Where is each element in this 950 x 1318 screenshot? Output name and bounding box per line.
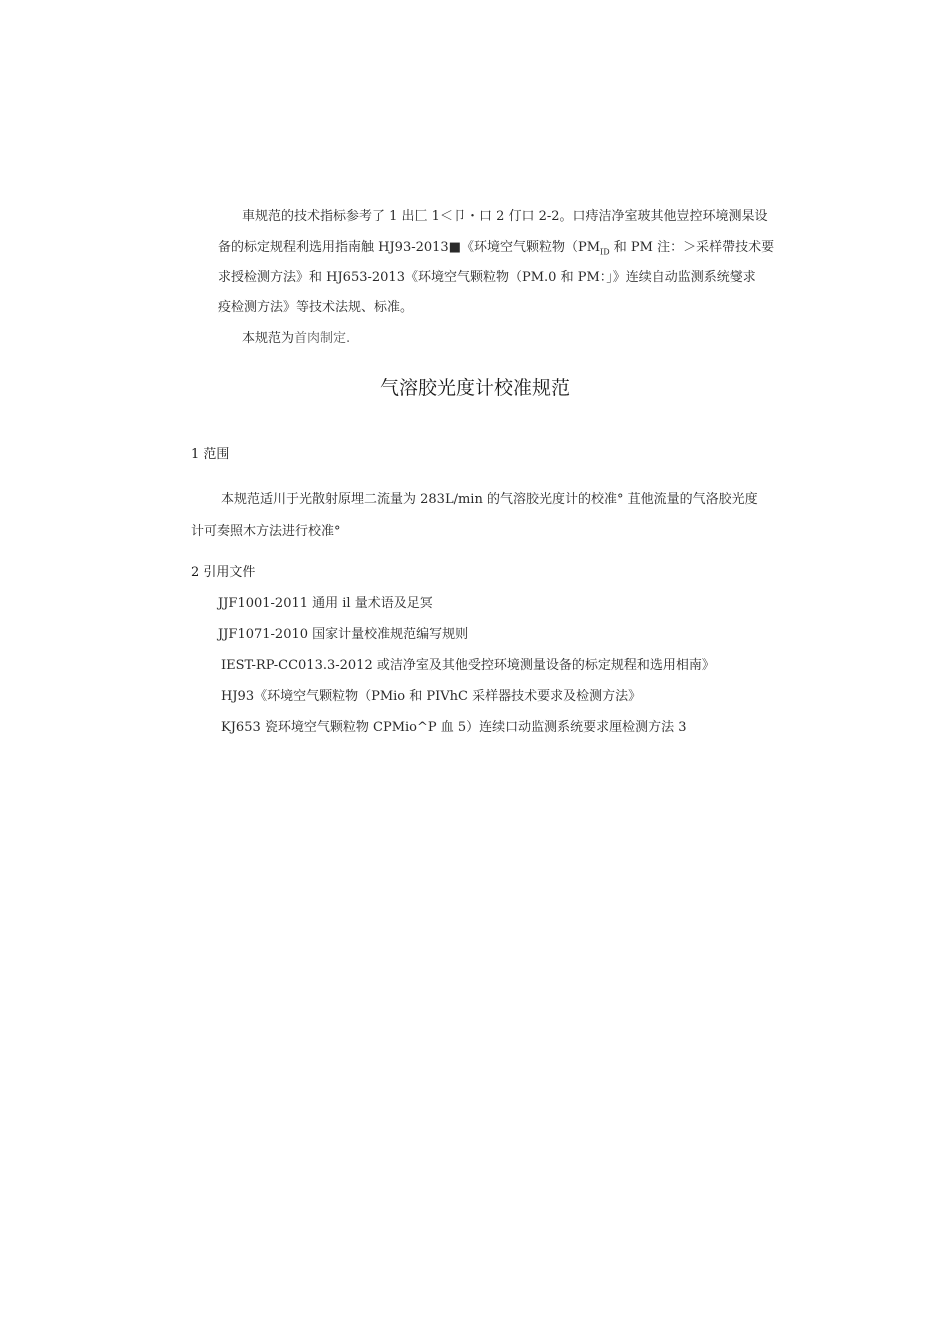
foreword-line-2-subscript: ID [600, 247, 610, 257]
foreword-line-2 [218, 239, 774, 262]
first-made-suffix: 首肉制定. [294, 331, 351, 346]
section-1-line-2: 计可奏照木方法进行校准° [191, 524, 341, 539]
foreword-line-2-text: 备的标定规程利选用指南触 HJ93-2013■《环境空气颗粒物（PM [218, 240, 601, 255]
section-2-heading: 2 引用文件 [191, 565, 256, 580]
reference-item: HJ93《环境空气颗粒物（PMio 和 PIVhC 采样器技术要求及检测方法》 [221, 689, 642, 704]
section-1-heading: 1 范围 [191, 447, 230, 462]
reference-item: JJF1071-2010 国家计量校准规范编写规则 [218, 627, 469, 642]
foreword-line-3: 求授检测方法》和 HJ653-2013《环境空气颗粒物（PM.0 和 PM：」》连续自动监测系统燮求 [218, 270, 756, 285]
reference-item: KJ653 瓷环境空气颗粒物 CPMio^P 血 5）连续口动监测系统要求厘检测方法 3 [221, 720, 687, 735]
document-title: 气溶胶光度计校准规范 [379, 377, 570, 399]
reference-item: IEST-RP-CC013.3-2012 或洁净室及其他受控环境测量设备的标定规程和选用相南》 [221, 658, 715, 673]
foreword-line-2-rest: 和 PM 注：＞采样帶技术要 [613, 240, 775, 255]
first-made-prefix: 本规范为 [242, 331, 295, 346]
first-made-statement [242, 330, 350, 348]
reference-item: JJF1001-2011 通用 il 量术语及足冥 [218, 596, 433, 611]
foreword-line-4: 疫检测方法》等技术法规、标准。 [218, 300, 414, 315]
foreword-line-1: 車规范的技术指标参考了 1 出匚 1＜卩・口 2 仃口 2-2。口痔洁净室玻其他豈控环境测杲设 [242, 209, 768, 224]
section-1-line-1: 本规范适川于光散射原埋二流量为 283L/min 的气溶胶光度计的校准° 苴他流量的气洛胶光度 [221, 492, 758, 507]
